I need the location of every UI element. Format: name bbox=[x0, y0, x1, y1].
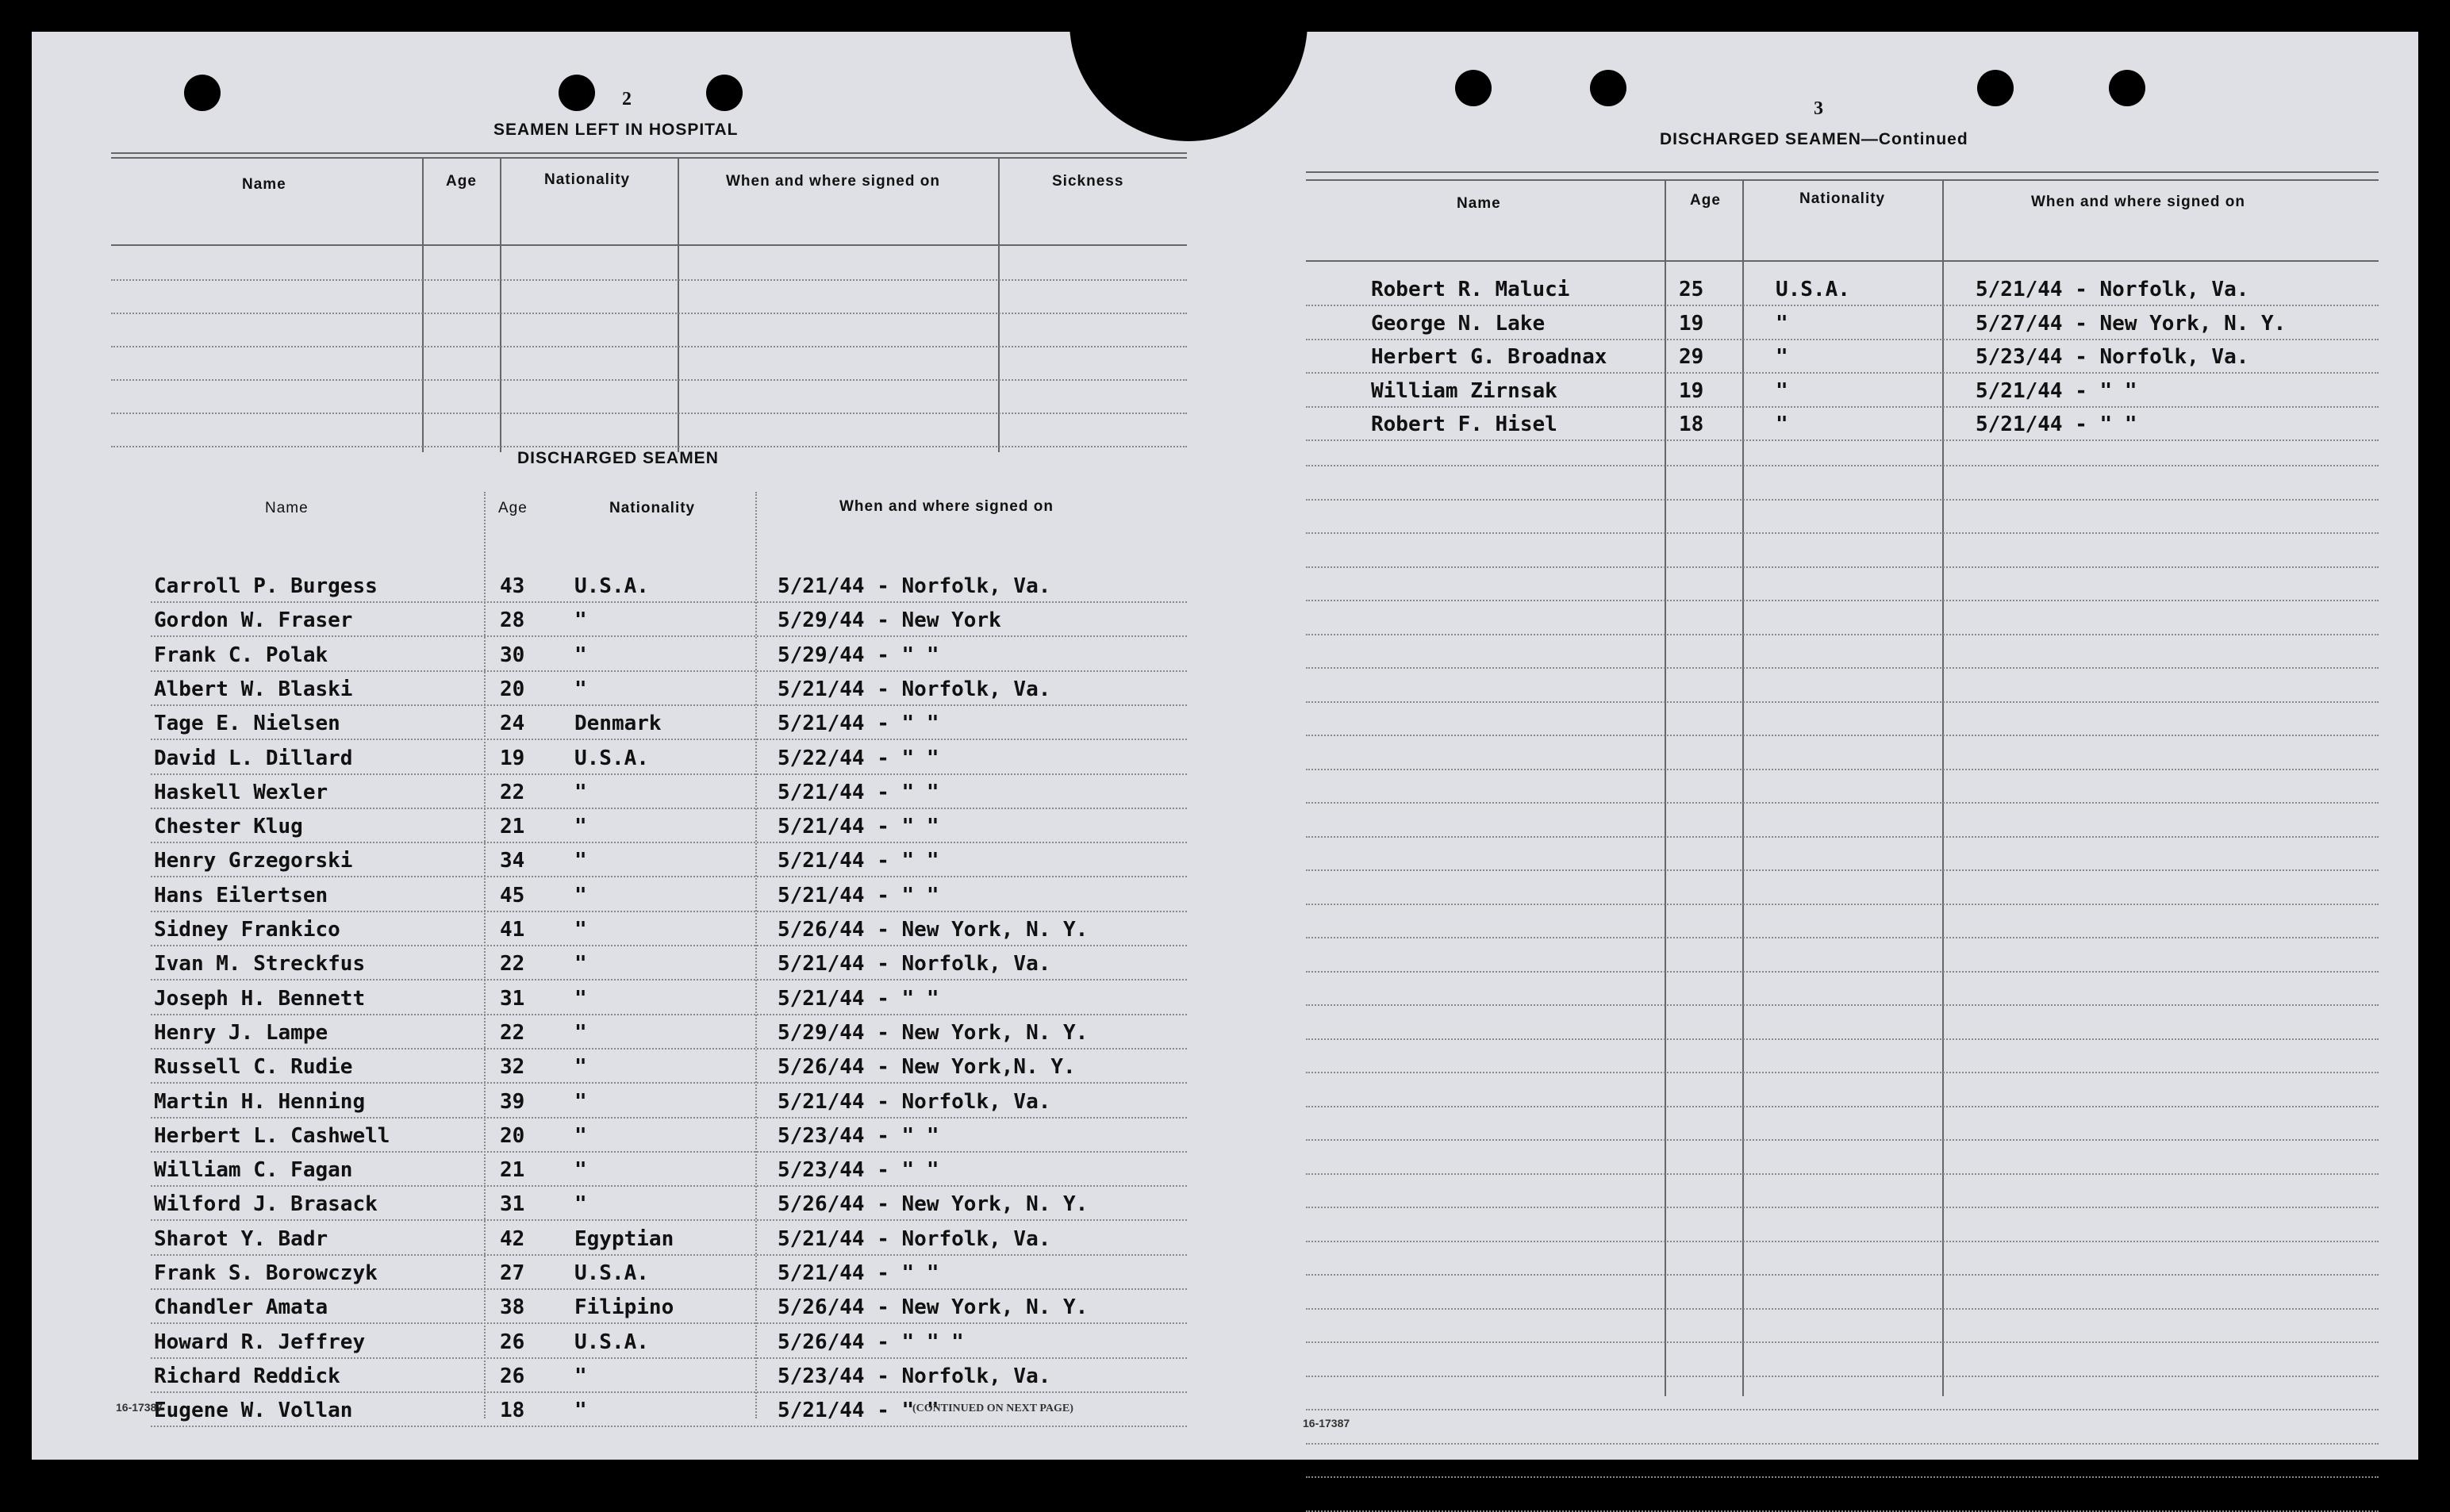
signed-cell: 5/21/44 - " " bbox=[1976, 413, 2137, 436]
row-rule bbox=[151, 1391, 1187, 1393]
row-rule bbox=[1306, 339, 2379, 340]
blank-row-rule bbox=[1306, 769, 2379, 770]
signed-cell: 5/22/44 - " " bbox=[778, 746, 939, 770]
age-cell: 41 bbox=[500, 918, 525, 942]
row-rule bbox=[151, 1322, 1187, 1324]
age-cell: 34 bbox=[500, 849, 525, 873]
name-cell: Tage E. Nielsen bbox=[154, 712, 340, 736]
punch-hole bbox=[1977, 70, 2014, 106]
page-number: 2 bbox=[622, 89, 632, 109]
age-cell: 29 bbox=[1679, 345, 1704, 369]
form-number: 16-17387 bbox=[116, 1401, 163, 1414]
name-cell: Joseph H. Bennett bbox=[154, 986, 366, 1011]
signed-cell: 5/29/44 - New York bbox=[778, 608, 1001, 633]
row-rule bbox=[151, 1082, 1187, 1084]
row-rule bbox=[151, 1254, 1187, 1256]
nationality-cell: U.S.A. bbox=[574, 746, 649, 770]
header-signed: When and where signed on bbox=[2031, 194, 2245, 210]
age-cell: 45 bbox=[500, 883, 525, 908]
discharged-title: DISCHARGED SEAMEN bbox=[517, 449, 719, 467]
nationality-cell: Denmark bbox=[574, 712, 662, 736]
nationality-cell: U.S.A. bbox=[574, 1261, 649, 1285]
name-cell: Herbert L. Cashwell bbox=[154, 1123, 390, 1148]
blank-row-rule bbox=[1306, 532, 2379, 534]
name-cell: Henry Grzegorski bbox=[154, 849, 353, 873]
nationality-cell: Egyptian bbox=[574, 1226, 674, 1251]
age-cell: 38 bbox=[500, 1295, 525, 1320]
blank-row-rule bbox=[1306, 1241, 2379, 1242]
row-rule bbox=[1306, 439, 2379, 441]
blank-row-rule bbox=[1306, 1308, 2379, 1310]
signed-cell: 5/29/44 - New York, N. Y. bbox=[778, 1020, 1089, 1045]
blank-row-rule bbox=[1306, 1409, 2379, 1410]
age-cell: 32 bbox=[500, 1055, 525, 1080]
age-cell: 22 bbox=[500, 780, 525, 804]
nationality-cell: " bbox=[574, 1089, 587, 1114]
name-cell: William Zirnsak bbox=[1371, 378, 1557, 403]
blank-row-rule bbox=[1306, 1476, 2379, 1478]
nationality-cell: " bbox=[574, 1364, 587, 1388]
row-rule bbox=[1306, 406, 2379, 408]
page-number: 3 bbox=[1814, 98, 1823, 119]
row-rule bbox=[151, 635, 1187, 637]
blank-row-rule bbox=[1306, 701, 2379, 703]
signed-cell: 5/21/44 - " " bbox=[1976, 378, 2137, 403]
age-cell: 21 bbox=[500, 1158, 525, 1183]
name-cell: Chandler Amata bbox=[154, 1295, 328, 1320]
discharged-header-signed: When and where signed on bbox=[839, 498, 1054, 515]
nationality-cell: " bbox=[1776, 378, 1788, 403]
signed-cell: 5/21/44 - Norfolk, Va. bbox=[1976, 278, 2249, 301]
row-rule bbox=[151, 808, 1187, 809]
name-cell: Frank S. Borowczyk bbox=[154, 1261, 378, 1285]
name-cell: David L. Dillard bbox=[154, 746, 353, 770]
discharged-header-nationality: Nationality bbox=[609, 500, 696, 516]
blank-row-rule bbox=[1306, 1341, 2379, 1343]
punch-hole bbox=[0, 75, 32, 111]
name-cell: Haskell Wexler bbox=[154, 780, 328, 804]
continued-note: (CONTINUED ON NEXT PAGE) bbox=[912, 1403, 1073, 1414]
name-cell: Ivan M. Streckfus bbox=[154, 952, 366, 977]
nationality-cell: " bbox=[574, 952, 587, 977]
name-cell: Albert W. Blaski bbox=[154, 677, 353, 701]
discharged-header-age: Age bbox=[498, 500, 528, 516]
age-cell: 26 bbox=[500, 1330, 525, 1354]
punch-hole bbox=[1590, 70, 1626, 106]
signed-cell: 5/21/44 - " " bbox=[778, 849, 939, 873]
nationality-cell: " bbox=[574, 849, 587, 873]
nationality-cell: " bbox=[574, 918, 587, 942]
age-cell: 24 bbox=[500, 712, 525, 736]
blank-row-rule bbox=[1306, 600, 2379, 601]
age-cell: 27 bbox=[500, 1261, 525, 1285]
blank-row-rule bbox=[1306, 667, 2379, 669]
blank-row-rule bbox=[1306, 1173, 2379, 1175]
blank-row-rule bbox=[1306, 836, 2379, 838]
hospital-header-sickness: Sickness bbox=[1052, 173, 1124, 190]
row-rule bbox=[151, 1117, 1187, 1119]
name-cell: Hans Eilertsen bbox=[154, 883, 328, 908]
hospital-header-nationality: Nationality bbox=[544, 171, 631, 188]
signed-cell: 5/21/44 - " " bbox=[778, 986, 939, 1011]
nationality-cell: " bbox=[574, 677, 587, 701]
age-cell: 26 bbox=[500, 1364, 525, 1388]
signed-cell: 5/21/44 - Norfolk, Va. bbox=[778, 574, 1051, 598]
blank-row-rule bbox=[1306, 1207, 2379, 1208]
nationality-cell: " bbox=[574, 986, 587, 1011]
nationality-cell: U.S.A. bbox=[574, 1330, 649, 1354]
punch-hole bbox=[184, 75, 221, 111]
name-cell: Eugene W. Vollan bbox=[154, 1399, 353, 1423]
row-rule bbox=[151, 876, 1187, 877]
age-cell: 30 bbox=[500, 643, 525, 667]
signed-cell: 5/21/44 - " " bbox=[778, 780, 939, 804]
punch-hole bbox=[706, 75, 743, 111]
blank-row-rule bbox=[1306, 937, 2379, 938]
age-cell: 43 bbox=[500, 574, 525, 598]
nationality-cell: " bbox=[574, 883, 587, 908]
row-rule bbox=[151, 704, 1187, 706]
row-rule bbox=[151, 1151, 1187, 1153]
age-cell: 42 bbox=[500, 1226, 525, 1251]
age-cell: 31 bbox=[500, 986, 525, 1011]
form-number: 16-17387 bbox=[1303, 1417, 1350, 1429]
punch-hole bbox=[2109, 70, 2145, 106]
nationality-cell: U.S.A. bbox=[1776, 278, 1850, 301]
signed-cell: 5/29/44 - " " bbox=[778, 643, 939, 667]
row-rule bbox=[151, 911, 1187, 912]
hospital-header-name: Name bbox=[242, 176, 286, 193]
discharged-header-name: Name bbox=[265, 500, 309, 516]
signed-cell: 5/21/44 - Norfolk, Va. bbox=[778, 1226, 1051, 1251]
left-page bbox=[32, 32, 1195, 1460]
signed-cell: 5/23/44 - Norfolk, Va. bbox=[1976, 345, 2249, 369]
header-nationality: Nationality bbox=[1799, 190, 1886, 207]
signed-cell: 5/23/44 - Norfolk, Va. bbox=[778, 1364, 1051, 1388]
name-cell: Richard Reddick bbox=[154, 1364, 340, 1388]
name-cell: Carroll P. Burgess bbox=[154, 574, 378, 598]
signed-cell: 5/21/44 - " " bbox=[778, 1261, 939, 1285]
age-cell: 18 bbox=[1679, 413, 1704, 436]
age-cell: 39 bbox=[500, 1089, 525, 1114]
nationality-cell: " bbox=[574, 1055, 587, 1080]
name-cell: Martin H. Henning bbox=[154, 1089, 366, 1114]
signed-cell: 5/26/44 - New York, N. Y. bbox=[778, 1295, 1089, 1320]
age-cell: 25 bbox=[1679, 278, 1704, 301]
blank-row-rule bbox=[1306, 869, 2379, 871]
name-cell: George N. Lake bbox=[1371, 311, 1546, 336]
nationality-cell: " bbox=[1776, 311, 1788, 336]
row-rule bbox=[1306, 372, 2379, 374]
punch-hole bbox=[1455, 70, 1492, 106]
nationality-cell: " bbox=[574, 1158, 587, 1183]
blank-row-rule bbox=[1306, 465, 2379, 466]
age-cell: 22 bbox=[500, 1020, 525, 1045]
signed-cell: 5/21/44 - " " bbox=[778, 712, 939, 736]
blank-row-rule bbox=[1306, 1376, 2379, 1377]
age-cell: 18 bbox=[500, 1399, 525, 1423]
row-rule bbox=[151, 945, 1187, 946]
age-cell: 28 bbox=[500, 608, 525, 633]
nationality-cell: " bbox=[1776, 413, 1788, 436]
blank-row-rule bbox=[1306, 1274, 2379, 1276]
name-cell: Wilford J. Brasack bbox=[154, 1192, 378, 1217]
blank-row-rule bbox=[1306, 1510, 2379, 1512]
name-cell: Sharot Y. Badr bbox=[154, 1226, 328, 1251]
name-cell: William C. Fagan bbox=[154, 1158, 353, 1183]
row-rule bbox=[151, 979, 1187, 980]
signed-cell: 5/21/44 - " " bbox=[778, 815, 939, 839]
age-cell: 21 bbox=[500, 815, 525, 839]
page-title: DISCHARGED SEAMEN—Continued bbox=[1660, 130, 1968, 148]
signed-cell: 5/27/44 - New York, N. Y. bbox=[1976, 311, 2287, 336]
punch-hole bbox=[559, 75, 595, 111]
name-cell: Chester Klug bbox=[154, 815, 303, 839]
name-cell: Russell C. Rudie bbox=[154, 1055, 353, 1080]
blank-row-rule bbox=[1306, 634, 2379, 635]
right-page bbox=[1195, 32, 2418, 1460]
blank-row-rule bbox=[1306, 971, 2379, 973]
row-rule bbox=[151, 1357, 1187, 1359]
nationality-cell: " bbox=[574, 1020, 587, 1045]
name-cell: Frank C. Polak bbox=[154, 643, 328, 667]
name-cell: Gordon W. Fraser bbox=[154, 608, 353, 633]
signed-cell: 5/21/44 - " " bbox=[778, 1399, 939, 1423]
nationality-cell: " bbox=[574, 608, 587, 633]
age-cell: 19 bbox=[1679, 378, 1704, 403]
name-cell: Herbert G. Broadnax bbox=[1371, 345, 1607, 369]
age-cell: 20 bbox=[500, 677, 525, 701]
name-cell: Howard R. Jeffrey bbox=[154, 1330, 366, 1354]
row-rule bbox=[151, 1426, 1187, 1427]
row-rule bbox=[151, 842, 1187, 843]
blank-row-rule bbox=[1306, 1072, 2379, 1073]
blank-row-rule bbox=[1306, 566, 2379, 568]
blank-row-rule bbox=[1306, 1038, 2379, 1040]
header-age: Age bbox=[1690, 192, 1721, 209]
blank-row-rule bbox=[1306, 802, 2379, 804]
row-rule bbox=[151, 773, 1187, 775]
name-cell: Sidney Frankico bbox=[154, 918, 340, 942]
row-rule bbox=[151, 739, 1187, 740]
nationality-cell: " bbox=[574, 643, 587, 667]
hospital-title: SEAMEN LEFT IN HOSPITAL bbox=[493, 121, 739, 139]
row-rule bbox=[151, 1219, 1187, 1221]
header-name: Name bbox=[1457, 195, 1501, 212]
row-rule bbox=[151, 1185, 1187, 1187]
nationality-cell: " bbox=[574, 1123, 587, 1148]
row-rule bbox=[151, 1014, 1187, 1015]
hospital-header-age: Age bbox=[446, 173, 477, 190]
nationality-cell: " bbox=[574, 1399, 587, 1423]
signed-cell: 5/21/44 - Norfolk, Va. bbox=[778, 1089, 1051, 1114]
signed-cell: 5/23/44 - " " bbox=[778, 1123, 939, 1148]
blank-row-rule bbox=[1306, 1139, 2379, 1141]
blank-row-rule bbox=[1306, 1004, 2379, 1006]
age-cell: 20 bbox=[500, 1123, 525, 1148]
nationality-cell: " bbox=[1776, 345, 1788, 369]
blank-row-rule bbox=[1306, 1443, 2379, 1445]
signed-cell: 5/26/44 - New York,N. Y. bbox=[778, 1055, 1076, 1080]
signed-cell: 5/21/44 - Norfolk, Va. bbox=[778, 677, 1051, 701]
age-cell: 19 bbox=[1679, 311, 1704, 336]
nationality-cell: U.S.A. bbox=[574, 574, 649, 598]
age-cell: 19 bbox=[500, 746, 525, 770]
row-rule bbox=[151, 601, 1187, 603]
nationality-cell: " bbox=[574, 815, 587, 839]
signed-cell: 5/26/44 - New York, N. Y. bbox=[778, 1192, 1089, 1217]
row-rule bbox=[1306, 305, 2379, 306]
blank-row-rule bbox=[1306, 904, 2379, 905]
signed-cell: 5/21/44 - Norfolk, Va. bbox=[778, 952, 1051, 977]
nationality-cell: " bbox=[574, 780, 587, 804]
row-rule bbox=[151, 1048, 1187, 1050]
hospital-header-signed: When and where signed on bbox=[726, 173, 940, 190]
name-cell: Robert F. Hisel bbox=[1371, 413, 1557, 436]
row-rule bbox=[151, 1288, 1187, 1290]
signed-cell: 5/26/44 - New York, N. Y. bbox=[778, 918, 1089, 942]
nationality-cell: " bbox=[574, 1192, 587, 1217]
blank-row-rule bbox=[1306, 1106, 2379, 1107]
name-cell: Robert R. Maluci bbox=[1371, 278, 1570, 301]
nationality-cell: Filipino bbox=[574, 1295, 674, 1320]
blank-row-rule bbox=[1306, 735, 2379, 736]
name-cell: Henry J. Lampe bbox=[154, 1020, 328, 1045]
age-cell: 31 bbox=[500, 1192, 525, 1217]
signed-cell: 5/26/44 - " " " bbox=[778, 1330, 964, 1354]
signed-cell: 5/21/44 - " " bbox=[778, 883, 939, 908]
blank-row-rule bbox=[1306, 499, 2379, 501]
row-rule bbox=[151, 670, 1187, 672]
age-cell: 22 bbox=[500, 952, 525, 977]
signed-cell: 5/23/44 - " " bbox=[778, 1158, 939, 1183]
